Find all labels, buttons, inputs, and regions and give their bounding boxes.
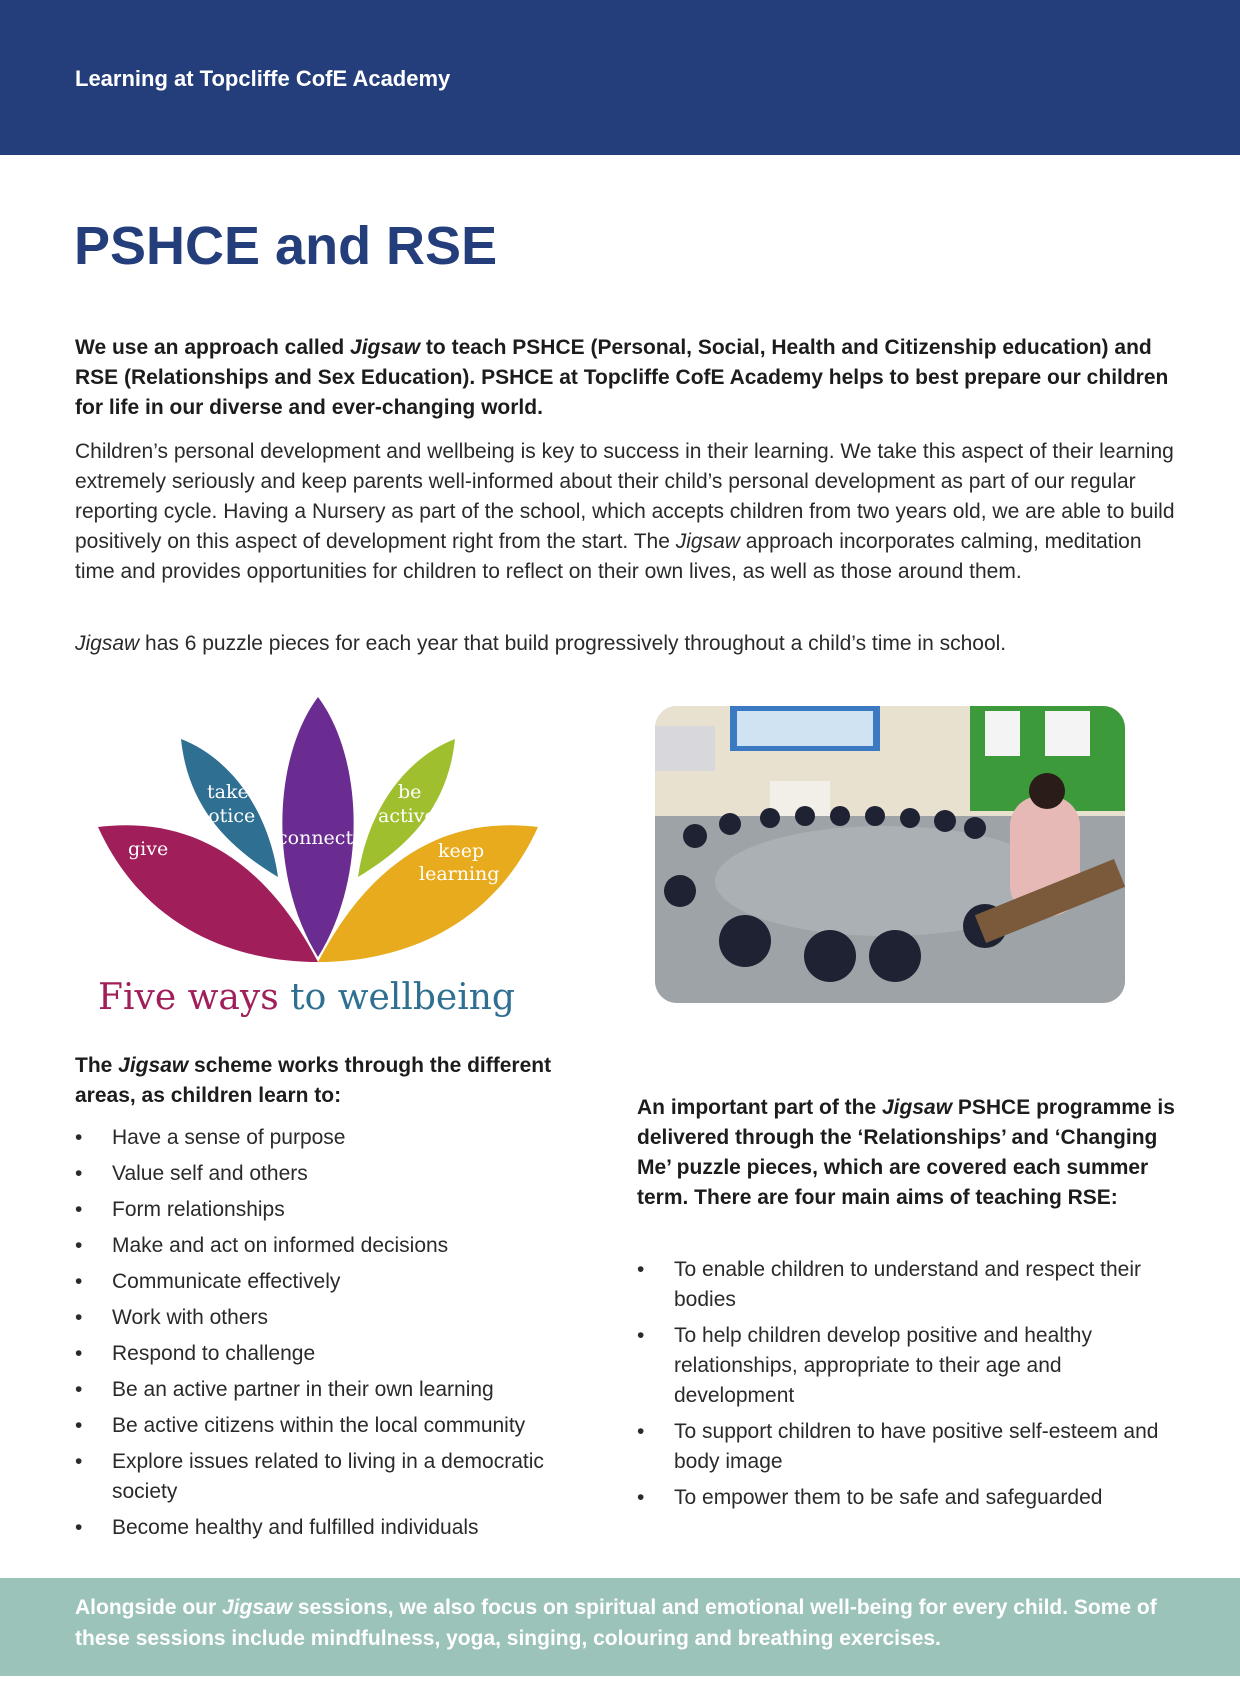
jigsaw-term: Jigsaw [75,632,140,655]
classroom-photo [655,706,1125,1003]
list-item: • Be active citizens within the local community [75,1411,595,1441]
list-item: • To empower them to be safe and safeguarded [637,1483,1177,1513]
body-paragraph: Children’s personal development and wellbeing is key to success in their learning. We take this aspect of their learning extremely seriously and keep parents well-informed about their child’s personal development as part of our regular reporting cycle. Having a Nursery as part of the school, which accepts children from two years old, we are able to build positively on this aspect of development right from the start. The Jigsaw approach incorporates calming, meditation time and provides opportunities for children to reflect on their own lives, as well as those around them. [75,440,1175,583]
jigsaw-term: Jigsaw [350,336,421,359]
left-column-heading: The Jigsaw scheme works through the different areas, as children learn to: [75,1054,552,1107]
jigsaw-term: Jigsaw [882,1096,953,1119]
petal-label-keep: keep [438,840,485,862]
wellbeing-caption: Five ways to wellbeing [98,977,515,1018]
list-item: • Communicate effectively [75,1267,595,1297]
header-band [0,0,1240,155]
jigsaw-term: Jigsaw [675,530,740,553]
list-item: • Become healthy and fulfilled individuals [75,1513,595,1543]
petal-label-take: take [207,781,249,803]
petal-label-active: active [378,805,436,827]
header-title: Learning at Topcliffe CofE Academy [75,66,451,91]
jigsaw-term: Jigsaw [222,1596,293,1619]
right-column-heading: An important part of the Jigsaw PSHCE programme is delivered through the ‘Relationships’ and ‘Changing Me’ puzzle pieces, which are covered each summer term. There are four main aims of teaching RSE: [637,1096,1175,1209]
list-item: • To help children develop positive and healthy relationships, appropriate to their age and development [637,1321,1177,1411]
jigsaw-term: Jigsaw [118,1054,189,1077]
petal-label-give: give [128,838,169,860]
petal-label-notice: notice [196,805,256,827]
list-item: • Explore issues related to living in a democratic society [75,1447,595,1507]
petal-label-learning: learning [419,863,500,885]
petal-label-be: be [398,781,422,803]
list-item: • Have a sense of purpose [75,1123,595,1153]
list-item: • Be an active partner in their own learning [75,1375,595,1405]
footer-band [0,1578,1240,1676]
list-item: • Make and act on informed decisions [75,1231,595,1261]
rse-aims-list [637,1255,1177,1519]
learning-goals-list [75,1123,595,1549]
list-item: • Work with others [75,1303,595,1333]
intro-paragraph: We use an approach called Jigsaw to teach PSHCE (Personal, Social, Health and Citizenship education) and RSE (Relationships and Sex Education). PSHCE at Topcliffe CofE Academy helps to best prepare our children for life in our diverse and ever-changing world. [75,336,1169,419]
list-item: • To enable children to understand and respect their bodies [637,1255,1177,1315]
list-item: • Respond to challenge [75,1339,595,1369]
list-item: • Value self and others [75,1159,595,1189]
page-title: PSHCE and RSE [74,216,498,276]
footer-text: Alongside our Jigsaw sessions, we also focus on spiritual and emotional well-being for every child. Some of these sessions include mindfulness, yoga, singing, colouring and breathing exercises. [75,1596,1157,1650]
five-ways-to-wellbeing-graphic [88,697,568,1027]
list-item: • Form relationships [75,1195,595,1225]
puzzle-pieces-paragraph: Jigsaw has 6 puzzle pieces for each year that build progressively throughout a child’s time in school. [75,632,1007,655]
list-item: • To support children to have positive self-esteem and body image [637,1417,1177,1477]
petal-label-connect: connect [277,827,354,849]
